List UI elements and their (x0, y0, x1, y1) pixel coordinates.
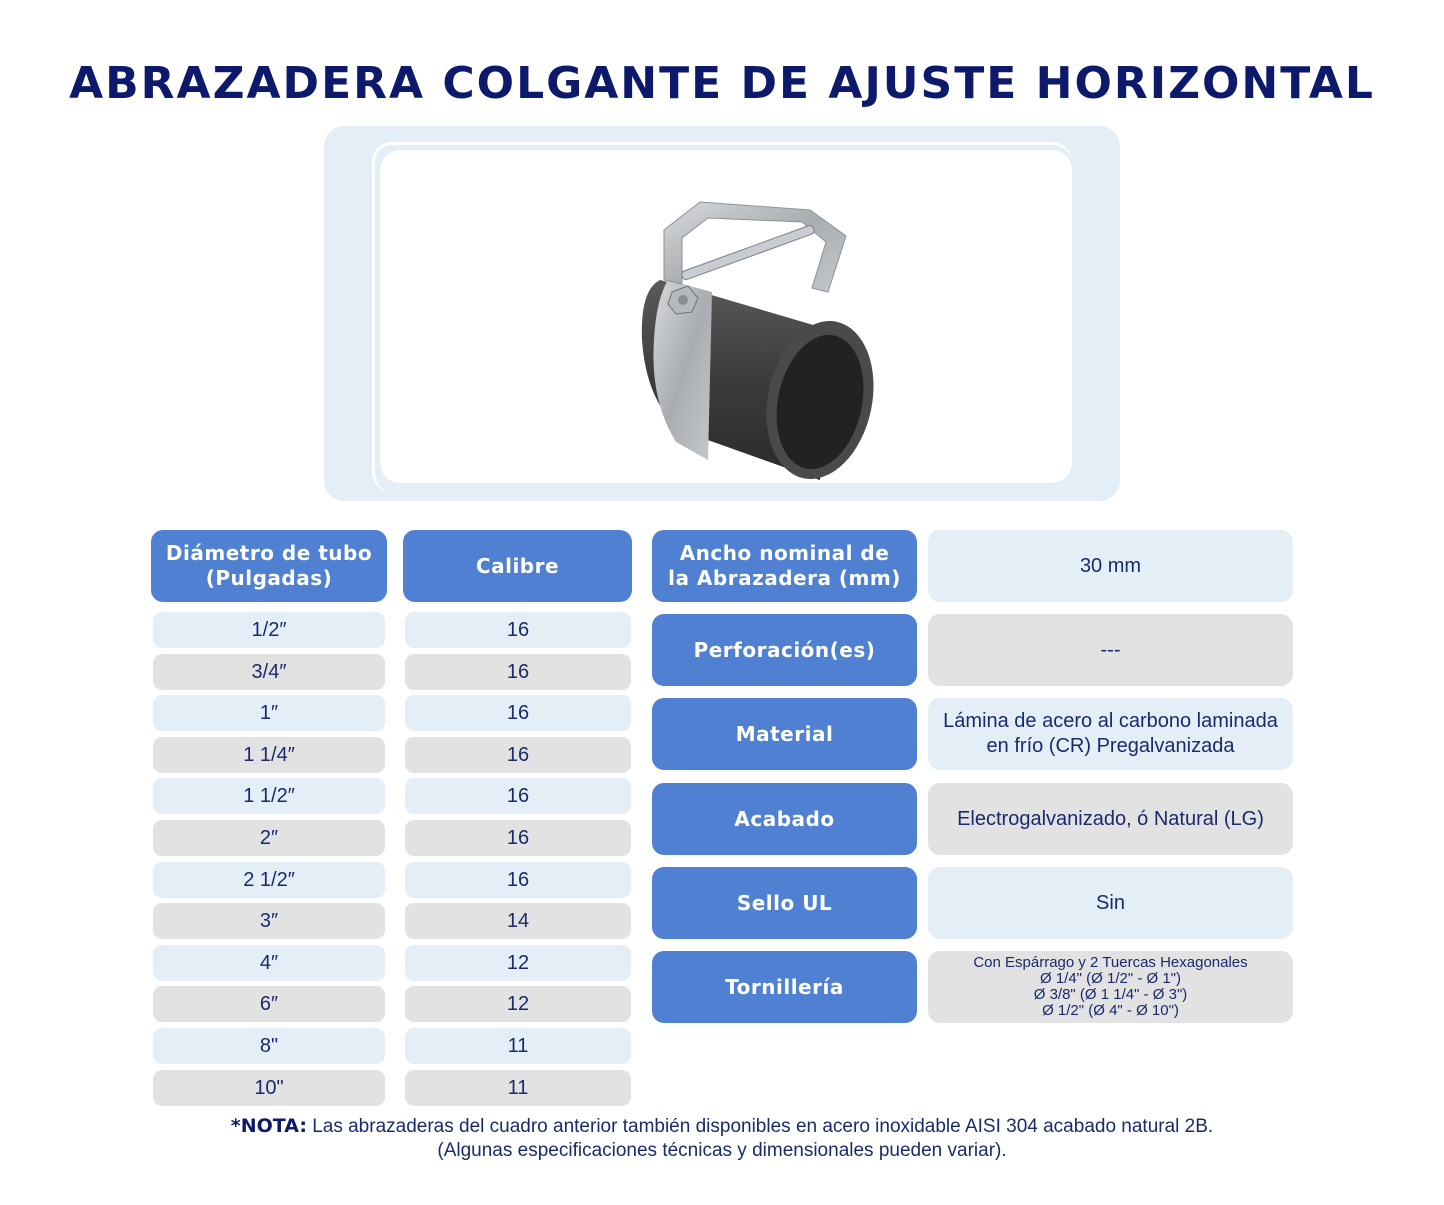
spec-value-acabado: Electrogalvanizado, ó Natural (LG) (928, 783, 1293, 855)
spec-label-tornilleria: Tornillería (652, 951, 917, 1023)
header-calibre: Calibre (403, 530, 632, 602)
calibre-cell: 14 (405, 903, 631, 939)
spec-value-sello: Sin (928, 867, 1293, 939)
calibre-cell: 11 (405, 1028, 631, 1064)
calibre-cell: 12 (405, 986, 631, 1022)
diametro-cell: 8" (153, 1028, 385, 1064)
calibre-cell: 16 (405, 654, 631, 690)
spec-label-material: Material (652, 698, 917, 770)
calibre-cell: 16 (405, 820, 631, 856)
note-text-2: (Algunas especificaciones técnicas y dimensionales pueden variar). (437, 1140, 1007, 1161)
diametro-cell: 3/4″ (153, 654, 385, 690)
header-diametro: Diámetro de tubo (Pulgadas) (151, 530, 387, 602)
diametro-cell: 2 1/2″ (153, 862, 385, 898)
diametro-cell: 10" (153, 1070, 385, 1106)
calibre-cell: 16 (405, 612, 631, 648)
spec-label-ancho: Ancho nominal de la Abrazadera (mm) (652, 530, 917, 602)
calibre-cell: 11 (405, 1070, 631, 1106)
page-title: ABRAZADERA COLGANTE DE AJUSTE HORIZONTAL (69, 58, 1375, 109)
spec-label-sello: Sello UL (652, 867, 917, 939)
calibre-cell: 16 (405, 862, 631, 898)
calibre-cell: 16 (405, 778, 631, 814)
calibre-cell: 16 (405, 737, 631, 773)
spec-label-perforacion: Perforación(es) (652, 614, 917, 686)
spec-label-acabado: Acabado (652, 783, 917, 855)
diametro-cell: 1 1/2″ (153, 778, 385, 814)
footnote (0, 1114, 1444, 1163)
spec-value-material: Lámina de acero al carbono laminada en frío (CR) Pregalvanizada (928, 698, 1293, 770)
diametro-cell: 3″ (153, 903, 385, 939)
note-label: *NOTA: (230, 1115, 307, 1137)
diametro-cell: 1/2″ (153, 612, 385, 648)
calibre-cell: 16 (405, 695, 631, 731)
calibre-cell: 12 (405, 945, 631, 981)
pipe-clamp-hanger-image (620, 180, 890, 480)
diametro-cell: 1 1/4″ (153, 737, 385, 773)
diametro-cell: 6″ (153, 986, 385, 1022)
spec-value-tornilleria: Con Espárrago y 2 Tuercas Hexagonales Ø 1/4" (Ø 1/2" - Ø 1") Ø 3/8" (Ø 1 1/4" - Ø 3") Ø 1/2" (Ø 4" - Ø 10") (928, 951, 1293, 1023)
diametro-cell: 1″ (153, 695, 385, 731)
spec-value-ancho: 30 mm (928, 530, 1293, 602)
product-image-frame (324, 126, 1120, 501)
note-text: Las abrazaderas del cuadro anterior también disponibles en acero inoxidable AISI 304 acabado natural 2B. (306, 1116, 1214, 1137)
product-image-panel (380, 150, 1072, 483)
spec-value-perforacion: --- (928, 614, 1293, 686)
diametro-cell: 4″ (153, 945, 385, 981)
diametro-cell: 2″ (153, 820, 385, 856)
